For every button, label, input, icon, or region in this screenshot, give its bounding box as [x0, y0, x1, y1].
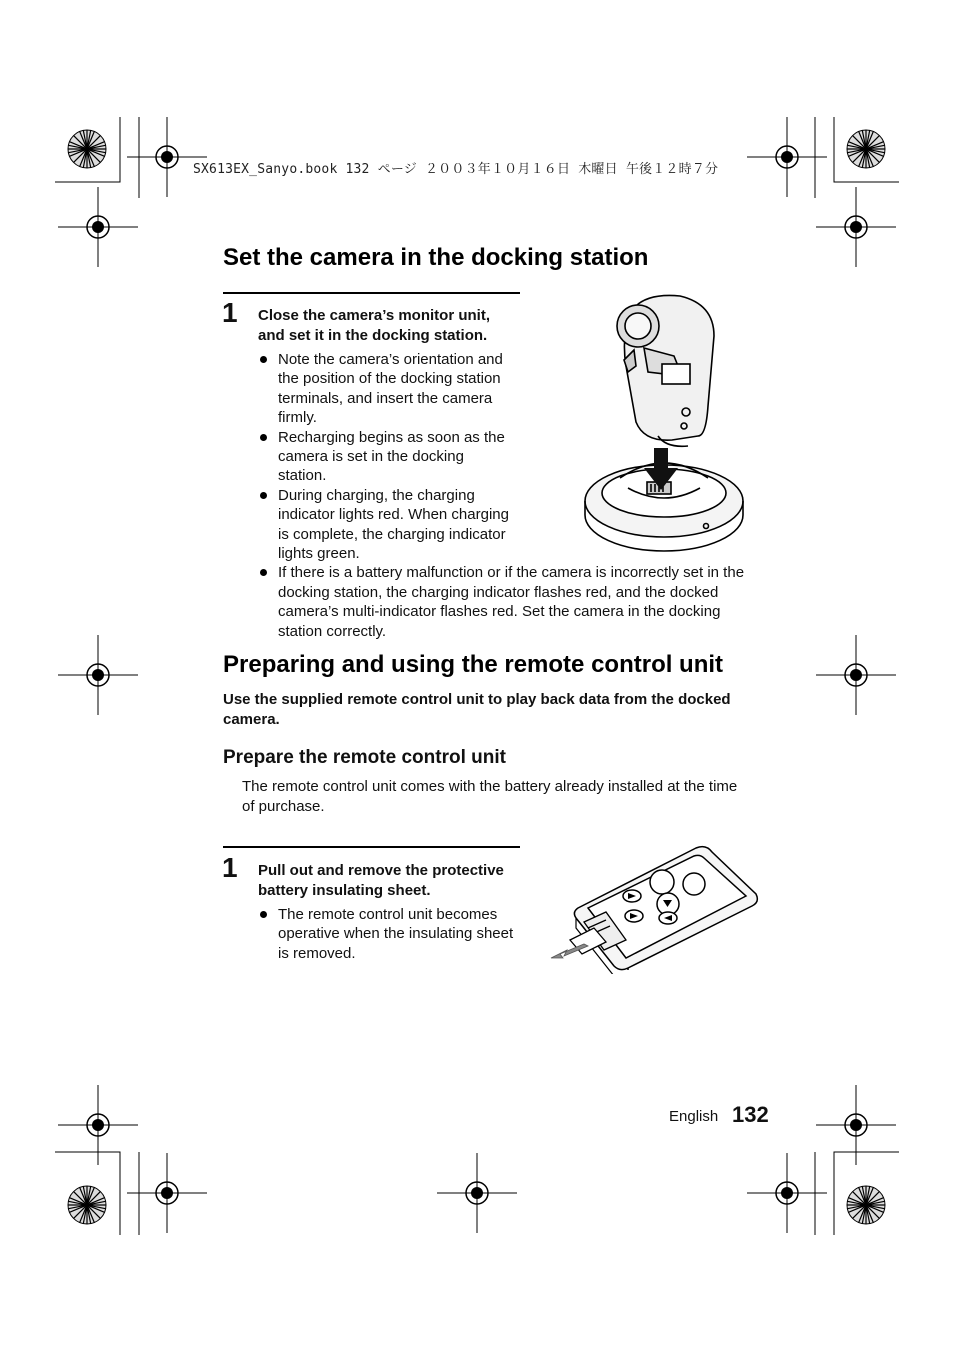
section-title-docking: Set the camera in the docking station — [223, 244, 649, 271]
step-heading-line: Pull out and remove the protective — [258, 862, 504, 879]
step-heading-line: battery insulating sheet. — [258, 882, 431, 899]
subsection-title: Prepare the remote control unit — [223, 747, 506, 768]
step-number: 1 — [222, 852, 238, 883]
camera-docking-illustration — [580, 288, 755, 556]
subsection-body: The remote control unit comes with the battery already installed at the time of purchase. — [242, 778, 738, 815]
section-intro: Use the supplied remote control unit to play back data from the docked camera. — [223, 691, 731, 728]
step-heading-line: and set it in the docking station. — [258, 327, 488, 344]
list-item: The remote control unit becomes operative when the insulating sheet is removed. — [258, 905, 530, 963]
page-number: 132 — [732, 1102, 769, 1127]
step-number: 1 — [222, 297, 238, 328]
section-title-remote: Preparing and using the remote control unit — [223, 651, 724, 678]
list-item: Note the camera’s orientation and the position of the docking station terminals, and insert the camera firmly. — [258, 350, 798, 428]
print-header: SX613EX_Sanyo.book 132 ページ ２００３年１０月１６日 木曜日 午後１２時７分 — [193, 162, 719, 177]
step-heading-line: Close the camera’s monitor unit, — [258, 307, 490, 324]
remote-notes-list — [258, 905, 530, 963]
list-item: If there is a battery malfunction or if the camera is incorrectly set in the docking station, the charging indicator flashes red, and the docked camera’s multi-indicator flashes red. Set the camera in the docking station correctly. — [258, 563, 798, 641]
step-divider — [223, 846, 520, 848]
step-heading — [258, 861, 528, 901]
list-item: During charging, the charging indicator lights red. When charging is complete, the charging indicator lights green. — [258, 486, 798, 564]
step-heading — [258, 306, 528, 346]
list-item: Recharging begins as soon as the camera is set in the docking station. — [258, 428, 798, 486]
footer-language: English — [669, 1108, 719, 1125]
step-divider — [223, 292, 520, 294]
remote-control-illustration — [548, 842, 762, 974]
